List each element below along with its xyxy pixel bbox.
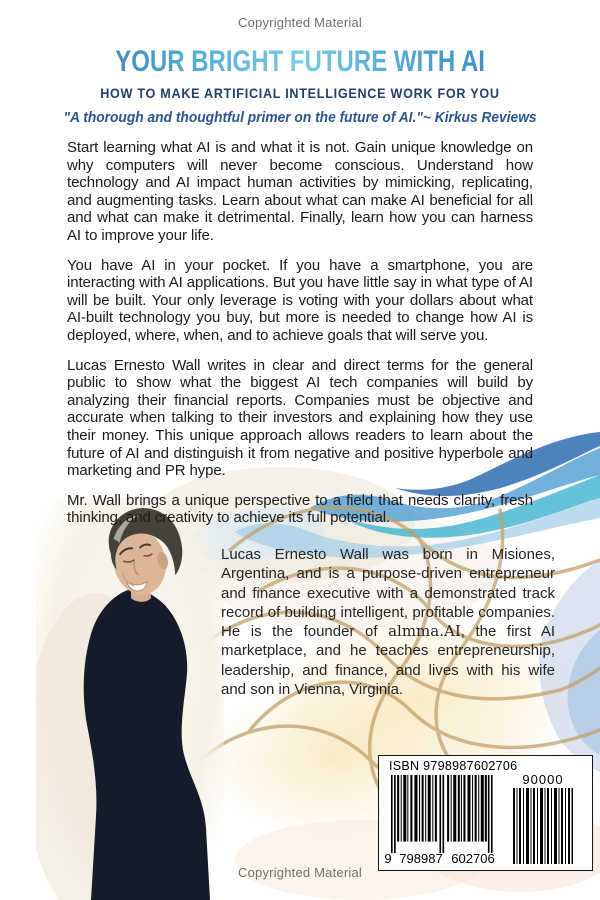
copyright-notice-top: Copyrighted Material <box>238 15 362 30</box>
isbn-label: ISBN 9798987602706 <box>389 759 518 773</box>
copyright-notice-bottom: Copyrighted Material <box>238 865 362 880</box>
author-photo <box>36 498 224 900</box>
synopsis-paragraph: Lucas Ernesto Wall writes in clear and direct terms for the general public to show what the biggest AI tech companies will build by analyzing their financial reports. Companies must be objective and accurate when talking to their investors and explaining how they use their money. This unique approach allows readers to learn about the future of AI and distinguish it from negative and positive hyperbole and marketing and PR hype. <box>67 356 533 480</box>
barcode-digits <box>381 851 499 866</box>
barcode-panel <box>378 755 593 871</box>
review-quote-row <box>0 109 600 127</box>
synopsis-paragraph: Mr. Wall brings a unique perspective to a field that needs clarity, fresh thinking, and creativity to achieve its full potential. <box>67 491 533 527</box>
barcode-addon-bars <box>513 788 573 864</box>
book-subtitle: HOW TO MAKE ARTIFICIAL INTELLIGENCE WORK FOR YOU <box>100 85 500 101</box>
book-subtitle-row <box>0 85 600 103</box>
bio-text-after-brand: , the first AI marketplace, and he teaches entrepreneurship, leadership, and finance, and lives with his wife and son in Vienna, Virginia. <box>221 623 555 699</box>
synopsis-paragraph: You have AI in your pocket. If you have a smartphone, you are interacting with AI applications. But you have little say in what type of AI will be built. Your only leverage is voting with your dollars about what AI-built technology you buy, but more is needed to change how AI is deployed, where, when, and to achieve goals that will serve you. <box>67 256 533 344</box>
barcode-addon <box>513 772 573 864</box>
bio-text-before-brand: Lucas Ernesto Wall was born in Misiones, Argentina, and is a purpose-driven entrepreneur and finance executive with a demonstrated track record of building intelligent, profitable companies. He is the founder of <box>221 546 555 641</box>
addon-code-label: 90000 <box>522 772 564 787</box>
ean-group-right: 602706 <box>451 851 495 866</box>
ean-prefix-digit: 9 <box>384 851 392 866</box>
brand-name: almma.AI <box>388 622 461 641</box>
synopsis-paragraph: Start learning what AI is and what it is not. Gain unique knowledge on why computers will never become conscious. Understand how technology and AI impact human activities by mimicking, replicating, and augmenting tasks. Learn about what can make AI beneficial for all and what can make it detrimental. Finally, learn how you can harness AI to improve your life. <box>67 139 533 244</box>
page-title <box>0 45 600 79</box>
barcode-main-bars <box>391 775 493 853</box>
review-quote: "A thorough and thoughtful primer on the future of AI."~ Kirkus Reviews <box>63 110 537 126</box>
author-bio <box>221 545 555 699</box>
book-title: YOUR BRIGHT FUTURE WITH AI <box>115 45 485 78</box>
ean-group-left: 798987 <box>399 851 443 866</box>
synopsis <box>67 139 533 539</box>
